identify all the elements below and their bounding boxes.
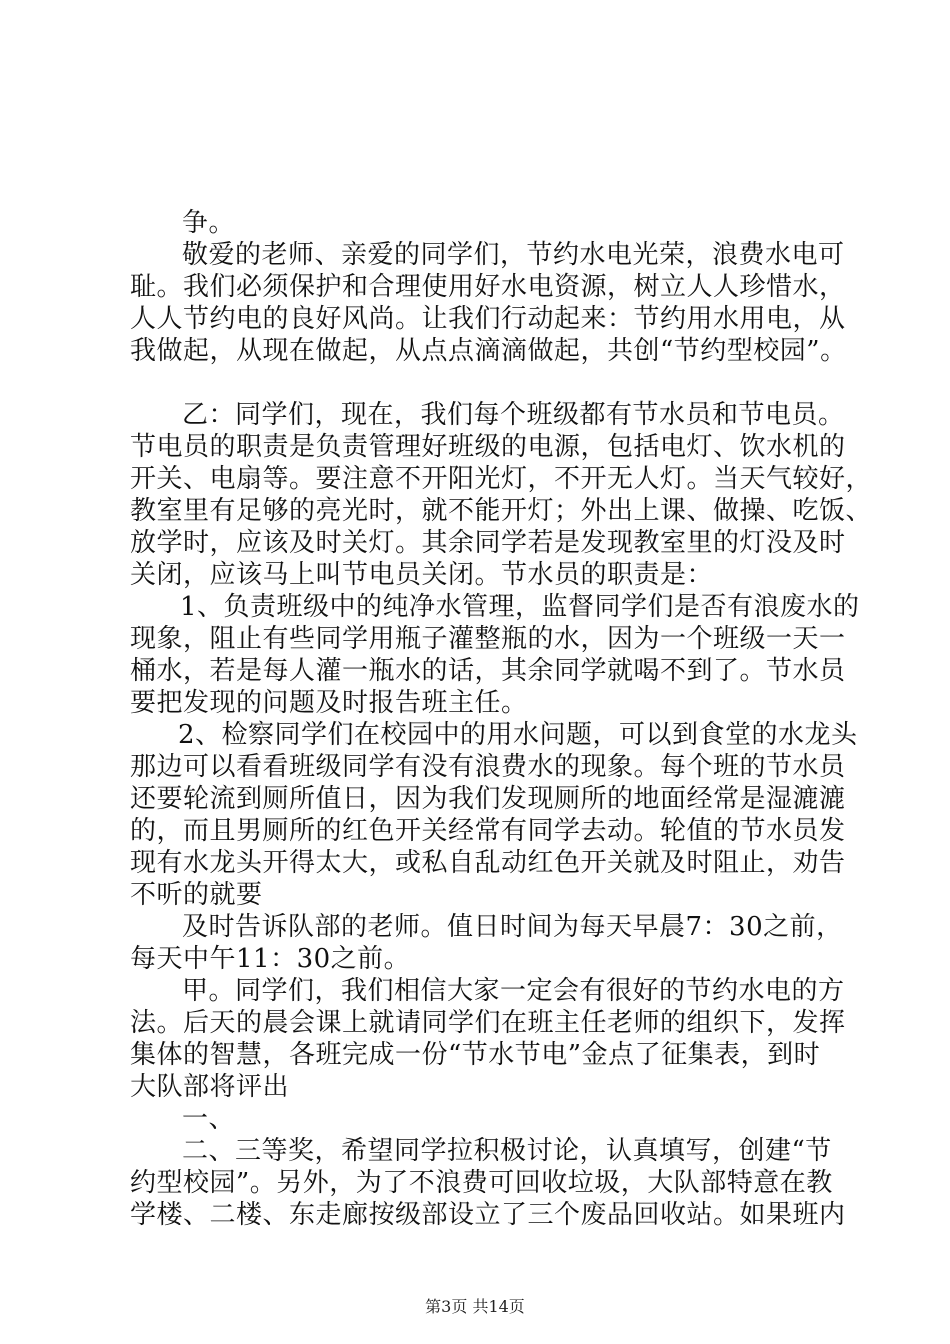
text-line: 桶水，若是每人灌一瓶水的话，其余同学就喝不到了。节水员: [130, 656, 846, 686]
text-line: 一、: [182, 1104, 236, 1134]
text-line: 二、三等奖，希望同学拉积极讨论，认真填写，创建“节: [182, 1136, 832, 1166]
text-line: 我做起，从现在做起，从点点滴滴做起，共创“节约型校园”。: [130, 336, 847, 366]
text-line: 放学时，应该及时关灯。其余同学若是发现教室里的灯没及时: [130, 528, 846, 558]
text-line: 教室里有足够的亮光时，就不能开灯；外出上课、做操、吃饭、: [130, 496, 873, 526]
text-line: 不听的就要: [130, 880, 263, 910]
text-line: 学楼、二楼、东走廊按级部设立了三个废品回收站。如果班内: [130, 1200, 846, 1230]
text-line: 的，而且男厕所的红色开关经常有同学去动。轮值的节水员发: [130, 816, 846, 846]
text-line: 1、负责班级中的纯净水管理，监督同学们是否有浪废水的: [180, 592, 860, 622]
text-line: 2、检察同学们在校园中的用水问题，可以到食堂的水龙头: [178, 720, 858, 750]
text-line: 关闭，应该马上叫节电员关闭。节水员的职责是：: [130, 560, 714, 590]
text-line: 甲。同学们，我们相信大家一定会有很好的节约水电的方: [182, 976, 845, 1006]
text-line: 每天中午11：30之前。: [130, 944, 411, 974]
text-line: 集体的智慧，各班完成一份“节水节电”金点了征集表，到时: [130, 1040, 821, 1070]
text-line: 要把发现的问题及时报告班主任。: [130, 688, 528, 718]
text-line: 法。后天的晨会课上就请同学们在班主任老师的组织下，发挥: [130, 1008, 846, 1038]
text-line: 开关、电扇等。要注意不开阳光灯，不开无人灯。当天气较好，: [130, 464, 873, 494]
text-line: 敬爱的老师、亲爱的同学们，节约水电光荣，浪费水电可: [182, 240, 845, 270]
text-line: 大队部将评出: [130, 1072, 290, 1102]
text-line: 人人节约电的良好风尚。让我们行动起来：节约用水用电，从: [130, 304, 846, 334]
text-line: 还要轮流到厕所值日，因为我们发现厕所的地面经常是湿漉漉: [130, 784, 846, 814]
text-line: 及时告诉队部的老师。值日时间为每天早晨7：30之前，: [182, 912, 843, 942]
text-line: 乙：同学们，现在，我们每个班级都有节水员和节电员。: [182, 400, 845, 430]
text-line: 约型校园”。另外，为了不浪费可回收垃圾，大队部特意在教: [130, 1168, 833, 1198]
text-line: 耻。我们必须保护和合理使用好水电资源，树立人人珍惜水，: [130, 272, 846, 302]
text-line: 现象，阻止有些同学用瓶子灌整瓶的水，因为一个班级一天一: [130, 624, 846, 654]
text-line: 那边可以看看班级同学有没有浪费水的现象。每个班的节水员: [130, 752, 846, 782]
page-number-footer: 第3页 共14页: [425, 1297, 525, 1316]
text-line: 节电员的职责是负责管理好班级的电源，包括电灯、饮水机的: [130, 432, 846, 462]
text-line: 现有水龙头开得太大，或私自乱动红色开关就及时阻止，劝告: [130, 848, 846, 878]
text-line: 争。: [182, 208, 236, 238]
